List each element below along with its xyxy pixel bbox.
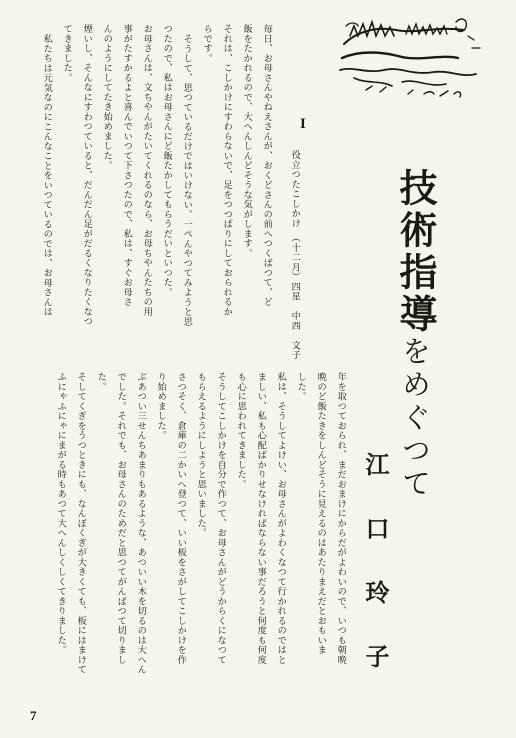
body-line: 毎日、お母さんやねえさんが、おくどさんの前へつくばつて、ど [261,24,273,307]
body-line: そしてくぎをうつときにも、なんぼくぎが大きくても、板にはまけて [75,372,87,675]
body-line: でした。それでも、お母さんのためだと思つてがんばつて切りまし [115,372,127,665]
body-line: つたので、私はお母さんにど飯たかしてもらうだいといつた。 [161,24,173,297]
body-line: 年を取つておられ、まだおまけにからだがよわいので、いつも朝晩 [335,372,347,665]
body-line: らです。 [201,24,213,63]
body-line: んのようにしてたき始めました。 [101,24,113,171]
body-line: そうして、思つているだけではいけない。一ぺんやつてみようと思 [181,34,193,327]
body-line: そうしてこしかけを自分で作つて、お母さんがどうからくになつて [215,372,227,665]
body-line: り始めました。 [155,372,167,441]
body-line: 事がたすかるよと喜んでいつて下さつたので、私は、すぐお母さ [121,24,133,307]
body-line: ぶあつい三せんちあまりもあるような、あついい木を切るのは大へん [135,372,147,675]
title-kanji: 技術指導 [393,168,438,336]
article-title [393,168,438,501]
body-line: 煙いし、そんなにすわつていると、だんだん足がだるくなりたくなつ [81,24,93,327]
body-line: 晩のど飯たきをしんどそうに見えるのはあたりまえだとおもいま [315,372,327,655]
body-line: 飯をたかれるので、大へんしんどそうな気がします。 [241,24,253,258]
body-line: も心に思われてきました。 [235,372,247,489]
body-line: た。 [95,372,107,392]
body-line: ふにゃふにゃにまがる時もあつて大へんしくしくてきりました。 [55,372,67,655]
body-line: お母さんは、文ちやんがたいてくれるのなら、お母ちやんたちの用 [141,24,153,317]
body-line: 私は、そうしてよけい、お母さんがよわくなつて行かれるのではと [275,372,287,665]
body-line: それは、こしかけにすわらないで、足をつつぱりにしておられるか [221,24,233,317]
body-line: てきました。 [61,24,73,83]
body-line: ましい、私も心配ばかりせなければならない事だろうと何度も何度 [255,372,267,665]
body-line: もらえるようにしようと思いました。 [195,372,207,538]
title-kana: をめぐつて [398,336,432,501]
author-name: 江口玲子 [361,452,390,708]
body-line: 私たちは元気なのにこんなことをいつているのでは、お母さんは [41,34,53,317]
brush-illustration [336,12,486,104]
student-essay-heading: 役立つたこしかけ （十二月）四星 中西 文子 [289,150,301,360]
body-line: した。 [295,372,307,402]
body-line: さつそく、倉庫の二かいへ登つて、いい板をさがしてこしかけを作 [175,372,187,665]
page-number: 7 [30,708,37,723]
section-number: I [300,116,306,132]
